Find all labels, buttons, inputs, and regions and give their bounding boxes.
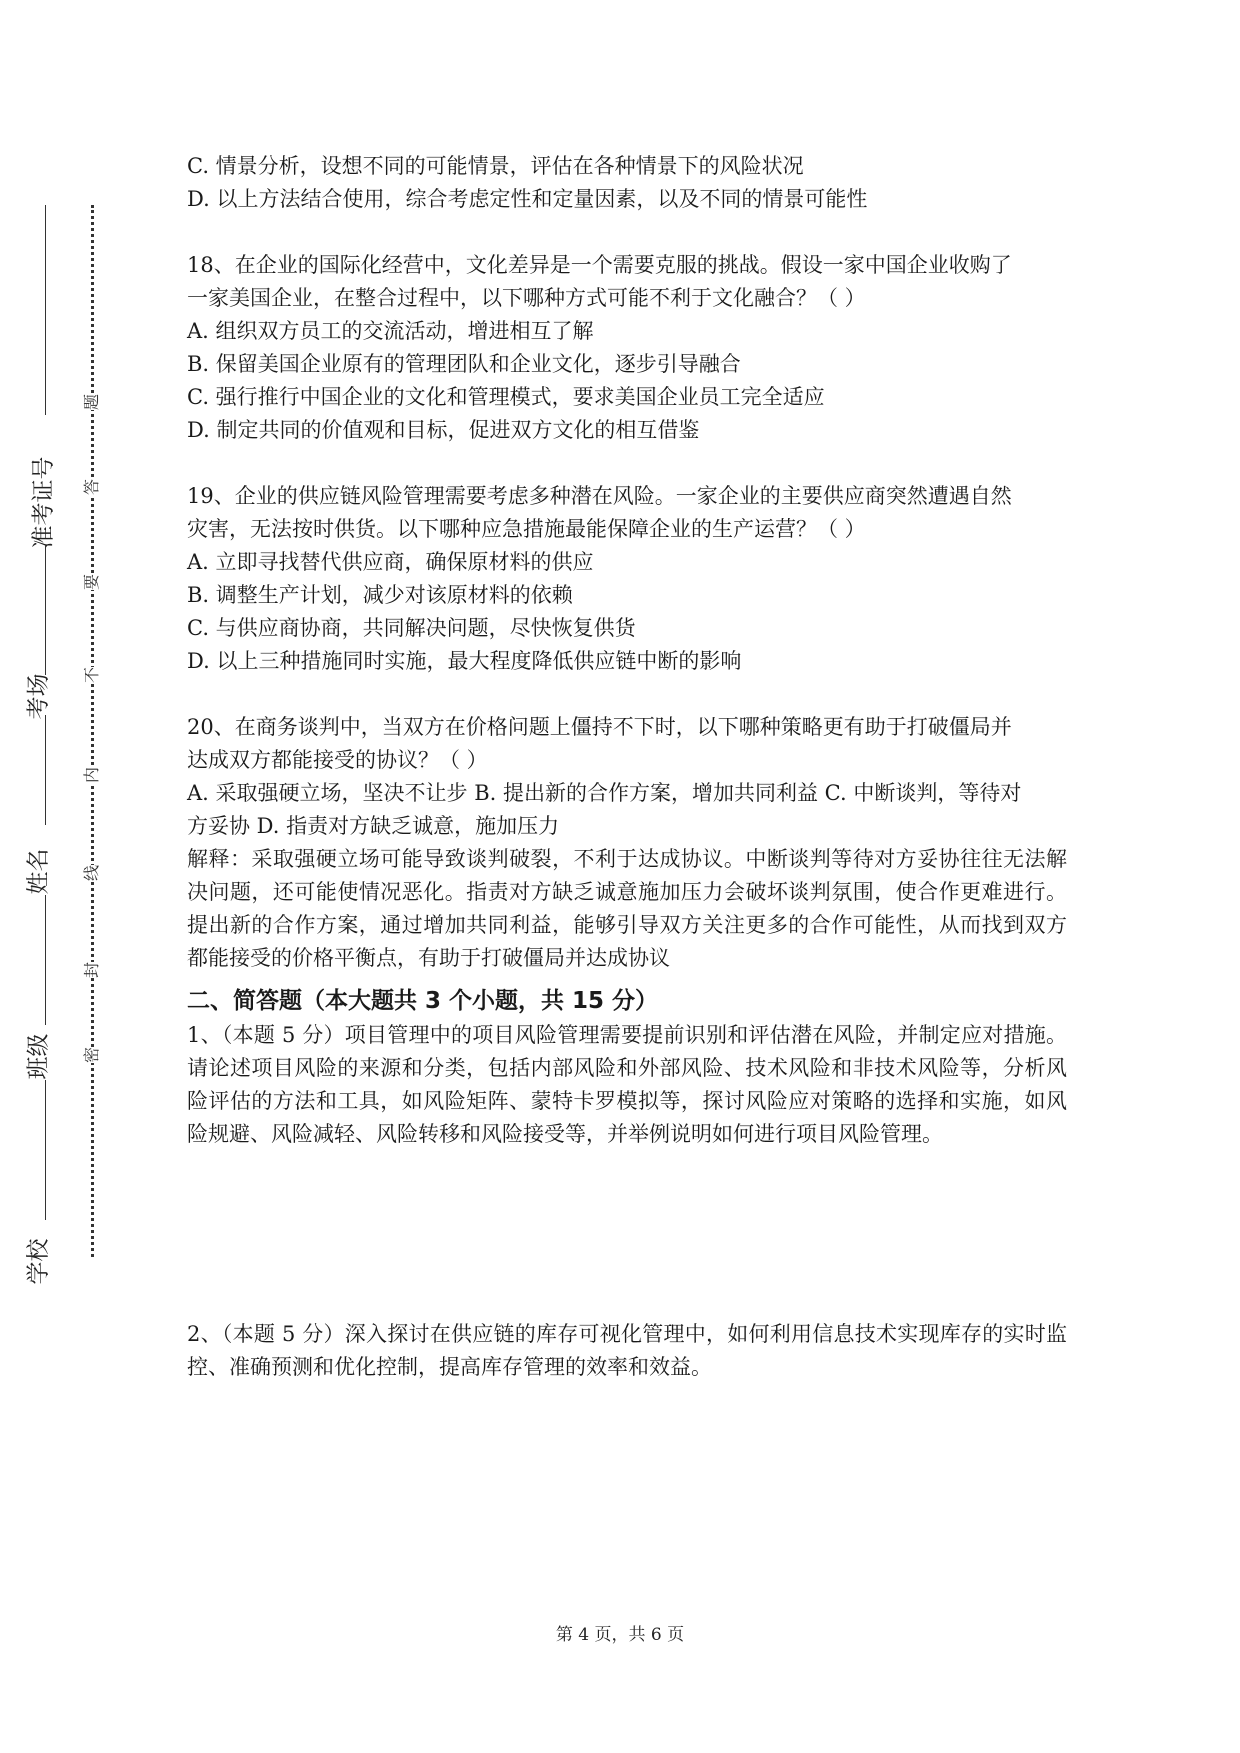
exam-id-label: 准考证号 bbox=[30, 456, 57, 549]
q17-option-c: C. 情景分析，设想不同的可能情景，评估在各种情景下的风险状况 bbox=[187, 154, 804, 178]
q19-option-d: D. 以上三种措施同时实施，最大程度降低供应链中断的影响 bbox=[187, 649, 742, 673]
q19-stem-line1: 19、企业的供应链风险管理需要考虑多种潜在风险。一家企业的主要供应商突然遭遇自然 bbox=[187, 484, 1012, 508]
section-title-short-answer: 二、简答题（本大题共 3 个小题，共 15 分） bbox=[187, 988, 659, 1014]
exam-id-fill-line bbox=[45, 205, 46, 415]
seal-char: 密 bbox=[82, 1046, 102, 1064]
school-label: 学校 bbox=[25, 1238, 52, 1285]
name-fill-line bbox=[45, 715, 46, 825]
q20-stem-line2: 达成双方都能接受的协议？（ ） bbox=[187, 748, 488, 772]
q20-stem-line1: 20、在商务谈判中，当双方在价格问题上僵持不下时，以下哪种策略更有助于打破僵局并 bbox=[187, 715, 1012, 739]
class-fill-line bbox=[45, 895, 46, 1025]
seal-char: 答 bbox=[82, 478, 102, 496]
name-label: 姓名 bbox=[25, 848, 52, 895]
q20-options-line1: A. 采取强硬立场，坚决不让步 B. 提出新的合作方案，增加共同利益 C. 中断谈判，等待对 bbox=[187, 781, 1022, 805]
q18-option-a: A. 组织双方员工的交流活动，增进相互了解 bbox=[187, 319, 594, 343]
seal-char: 题 bbox=[82, 393, 102, 411]
question-18 bbox=[187, 249, 1067, 447]
q19-stem-line2: 灾害，无法按时供货。以下哪种应急措施最能保障企业的生产运营？（ ） bbox=[187, 517, 866, 541]
q19-option-a: A. 立即寻找替代供应商，确保原材料的供应 bbox=[187, 550, 594, 574]
page-number: 第 4 页，共 6 页 bbox=[555, 1625, 685, 1645]
seal-char: 封 bbox=[82, 961, 102, 979]
q18-option-d: D. 制定共同的价值观和目标，促进双方文化的相互借鉴 bbox=[187, 418, 700, 442]
school-fill-line bbox=[45, 1080, 46, 1220]
seal-dotted-line bbox=[91, 205, 94, 1257]
class-label: 班级 bbox=[25, 1033, 52, 1080]
short-answer-q2: 2、（本题 5 分）深入探讨在供应链的库存可视化管理中，如何利用信息技术实现库存的实时监控、准确预测和优化控制，提高库存管理的效率和效益。 bbox=[187, 1322, 1067, 1379]
q19-option-c: C. 与供应商协商，共同解决问题，尽快恢复供货 bbox=[187, 616, 636, 640]
seal-char: 要 bbox=[82, 573, 102, 591]
exam-content bbox=[187, 150, 1067, 1384]
q18-option-c: C. 强行推行中国企业的文化和管理模式，要求美国企业员工完全适应 bbox=[187, 385, 825, 409]
q17-option-d: D. 以上方法结合使用，综合考虑定性和定量因素，以及不同的情景可能性 bbox=[187, 187, 868, 211]
q18-stem-line1: 18、在企业的国际化经营中，文化差异是一个需要克服的挑战。假设一家中国企业收购了 bbox=[187, 253, 1012, 277]
q19-option-b: B. 调整生产计划，减少对该原材料的依赖 bbox=[187, 583, 573, 607]
q18-stem-line2: 一家美国企业，在整合过程中，以下哪种方式可能不利于文化融合？（ ） bbox=[187, 286, 866, 310]
q20-options-line2: 方妥协 D. 指责对方缺乏诚意，施加压力 bbox=[187, 814, 560, 838]
question-19 bbox=[187, 480, 1067, 678]
short-answer-q1: 1、（本题 5 分）项目管理中的项目风险管理需要提前识别和评估潜在风险，并制定应对措施。请论述项目风险的来源和分类，包括内部风险和外部风险、技术风险和非技术风险等，分析风险评估的方法和工具，如风险矩阵、蒙特卡罗模拟等，探讨风险应对策略的选择和实施，如风险规避、风险减轻、风险转移和风险接受等，并举例说明如何进行项目风险管理。 bbox=[187, 1023, 1067, 1146]
q18-option-b: B. 保留美国企业原有的管理团队和企业文化，逐步引导融合 bbox=[187, 352, 741, 376]
seal-char: 线 bbox=[82, 864, 102, 882]
question-20 bbox=[187, 711, 1067, 975]
seal-char: 不 bbox=[82, 666, 102, 684]
exam-room-fill-line bbox=[45, 545, 46, 675]
binding-margin bbox=[0, 0, 130, 1753]
q20-explanation: 解释：采取强硬立场可能导致谈判破裂，不利于达成协议。中断谈判等待对方妥协往往无法解决问题，还可能使情况恶化。指责对方缺乏诚意施加压力会破坏谈判氛围，使合作更难进行。提出新的合作方案，通过增加共同利益，能够引导双方关注更多的合作可能性，从而找到双方都能接受的价格平衡点，有助于打破僵局并达成协议 bbox=[187, 847, 1067, 970]
seal-char: 内 bbox=[82, 766, 102, 784]
exam-room-label: 考场 bbox=[25, 673, 52, 720]
